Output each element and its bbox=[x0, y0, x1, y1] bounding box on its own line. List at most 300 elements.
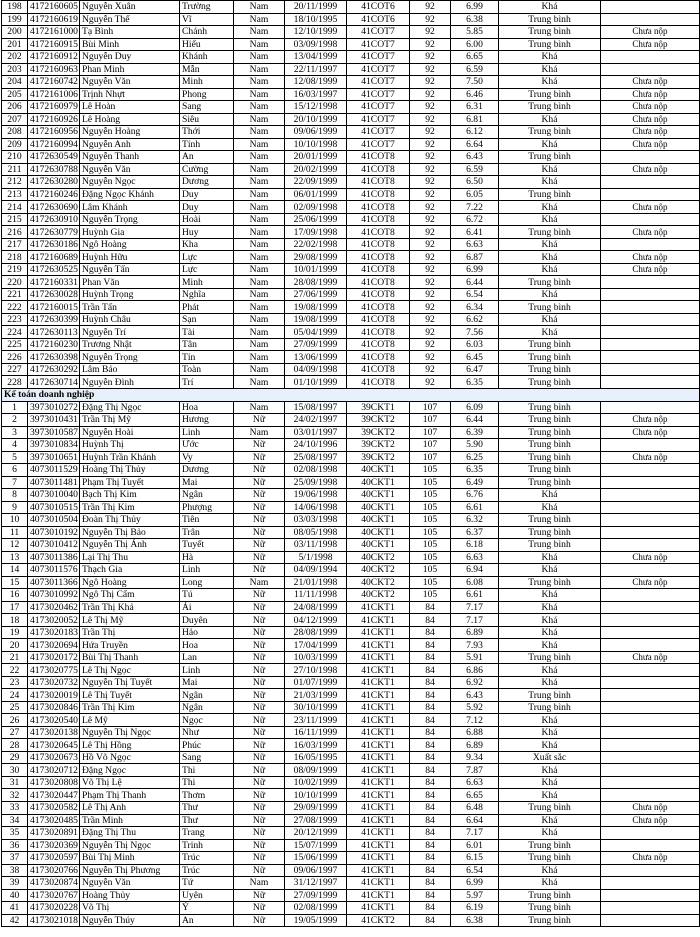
class-code-cell: 41COT7 bbox=[347, 63, 410, 76]
last-name-cell: Bùi Minh bbox=[80, 38, 180, 51]
birth-date-cell: 10/10/1998 bbox=[285, 138, 347, 151]
class-code-cell: 41CKT1 bbox=[347, 814, 410, 827]
credits-cell: 92 bbox=[410, 226, 451, 239]
row-index-cell: 16 bbox=[2, 589, 28, 602]
note-cell bbox=[601, 839, 700, 852]
student-id-cell: 4173020582 bbox=[28, 802, 80, 815]
birth-date-cell: 03/03/1998 bbox=[285, 514, 347, 527]
birth-date-cell: 10/10/1999 bbox=[285, 789, 347, 802]
row-index-cell: 12 bbox=[2, 539, 28, 552]
gender-cell: Nữ bbox=[234, 614, 285, 627]
first-name-cell: Ngân bbox=[180, 689, 234, 702]
row-index-cell: 41 bbox=[2, 902, 28, 915]
first-name-cell: Thi bbox=[180, 764, 234, 777]
gender-cell: Nữ bbox=[234, 501, 285, 514]
birth-date-cell: 28/08/1999 bbox=[285, 276, 347, 289]
class-code-cell: 41COT7 bbox=[347, 113, 410, 126]
row-index-cell: 40 bbox=[2, 889, 28, 902]
birth-date-cell: 16/03/1999 bbox=[285, 739, 347, 752]
table-row bbox=[2, 576, 700, 589]
gender-cell: Nữ bbox=[234, 639, 285, 652]
row-index-cell: 9 bbox=[2, 501, 28, 514]
last-name-cell: Nguyễn Đình bbox=[80, 376, 180, 389]
credits-cell: 84 bbox=[410, 726, 451, 739]
note-cell bbox=[601, 714, 700, 727]
birth-date-cell: 23/11/1999 bbox=[285, 714, 347, 727]
class-code-cell: 41CKT1 bbox=[347, 764, 410, 777]
last-name-cell: Võ Thị Lệ bbox=[80, 776, 180, 789]
note-cell bbox=[601, 501, 700, 514]
first-name-cell: Trường bbox=[180, 1, 234, 14]
table-row bbox=[2, 1, 700, 14]
class-code-cell: 41CKT1 bbox=[347, 676, 410, 689]
credits-cell: 92 bbox=[410, 301, 451, 314]
class-code-cell: 41COT8 bbox=[347, 251, 410, 264]
row-index-cell: 31 bbox=[2, 776, 28, 789]
last-name-cell: Lâm Bảo bbox=[80, 363, 180, 376]
classification-cell: Khá bbox=[499, 827, 601, 840]
classification-cell: Trung bình bbox=[499, 351, 601, 364]
last-name-cell: Lê Thị Hồng bbox=[80, 739, 180, 752]
birth-date-cell: 08/05/1998 bbox=[285, 526, 347, 539]
student-id-cell: 4173020462 bbox=[28, 601, 80, 614]
gender-cell: Nam bbox=[234, 126, 285, 139]
note-cell bbox=[601, 176, 700, 189]
class-code-cell: 41COT7 bbox=[347, 138, 410, 151]
class-code-cell: 40CKT1 bbox=[347, 539, 410, 552]
table-row bbox=[2, 439, 700, 452]
table-row bbox=[2, 376, 700, 389]
credits-cell: 105 bbox=[410, 551, 451, 564]
table-row bbox=[2, 238, 700, 251]
last-name-cell: Nguyễn Xuân bbox=[80, 1, 180, 14]
table-row bbox=[2, 414, 700, 427]
gpa-cell: 5.97 bbox=[451, 889, 499, 902]
classification-cell: Khá bbox=[499, 714, 601, 727]
class-code-cell: 41CKT1 bbox=[347, 701, 410, 714]
first-name-cell: Tân bbox=[180, 338, 234, 351]
class-code-cell: 40CKT1 bbox=[347, 464, 410, 477]
student-id-cell: 4172630398 bbox=[28, 351, 80, 364]
classification-cell: Khá bbox=[499, 51, 601, 64]
gpa-cell: 7.50 bbox=[451, 76, 499, 89]
table-row bbox=[2, 814, 700, 827]
birth-date-cell: 20/10/1999 bbox=[285, 113, 347, 126]
last-name-cell: Lâm Khánh bbox=[80, 201, 180, 214]
row-index-cell: 217 bbox=[2, 238, 28, 251]
table-row bbox=[2, 288, 700, 301]
credits-cell: 92 bbox=[410, 313, 451, 326]
first-name-cell: Lan bbox=[180, 651, 234, 664]
gpa-cell: 6.61 bbox=[451, 589, 499, 602]
gpa-cell: 6.38 bbox=[451, 13, 499, 26]
birth-date-cell: 09/06/1999 bbox=[285, 126, 347, 139]
gpa-cell: 6.64 bbox=[451, 138, 499, 151]
classification-cell: Trung bình bbox=[499, 88, 601, 101]
gpa-cell: 6.61 bbox=[451, 501, 499, 514]
class-code-cell: 41CKT1 bbox=[347, 689, 410, 702]
credits-cell: 105 bbox=[410, 526, 451, 539]
classification-cell: Trung bình bbox=[499, 101, 601, 114]
gpa-cell: 5.91 bbox=[451, 651, 499, 664]
first-name-cell: Thư bbox=[180, 814, 234, 827]
last-name-cell: Huỳnh Trọng bbox=[80, 288, 180, 301]
first-name-cell: Lực bbox=[180, 251, 234, 264]
table-row bbox=[2, 589, 700, 602]
table-row bbox=[2, 714, 700, 727]
note-cell bbox=[601, 338, 700, 351]
birth-date-cell: 29/09/1999 bbox=[285, 802, 347, 815]
note-cell: Chưa nộp bbox=[601, 138, 700, 151]
gender-cell: Nữ bbox=[234, 464, 285, 477]
first-name-cell: Khánh bbox=[180, 51, 234, 64]
birth-date-cell: 22/11/1997 bbox=[285, 63, 347, 76]
classification-cell: Khá bbox=[499, 864, 601, 877]
classification-cell: Trung bình bbox=[499, 539, 601, 552]
gpa-cell: 6.99 bbox=[451, 1, 499, 14]
note-cell bbox=[601, 151, 700, 164]
note-cell bbox=[601, 689, 700, 702]
row-index-cell: 26 bbox=[2, 714, 28, 727]
classification-cell: Khá bbox=[499, 564, 601, 577]
gender-cell: Nam bbox=[234, 376, 285, 389]
birth-date-cell: 10/01/1999 bbox=[285, 263, 347, 276]
birth-date-cell: 16/11/1999 bbox=[285, 726, 347, 739]
first-name-cell: Tính bbox=[180, 138, 234, 151]
birth-date-cell: 05/04/1999 bbox=[285, 326, 347, 339]
first-name-cell: Dương bbox=[180, 464, 234, 477]
gpa-cell: 6.44 bbox=[451, 414, 499, 427]
classification-cell: Khá bbox=[499, 251, 601, 264]
row-index-cell: 226 bbox=[2, 351, 28, 364]
last-name-cell: Ngô Hoàng bbox=[80, 238, 180, 251]
last-name-cell: Trần Minh bbox=[80, 814, 180, 827]
gender-cell: Nữ bbox=[234, 551, 285, 564]
first-name-cell: Trí bbox=[180, 376, 234, 389]
table-row bbox=[2, 351, 700, 364]
class-code-cell: 39CKT2 bbox=[347, 439, 410, 452]
classification-cell: Trung bình bbox=[499, 13, 601, 26]
birth-date-cell: 02/08/1999 bbox=[285, 902, 347, 915]
row-index-cell: 42 bbox=[2, 914, 28, 927]
note-cell bbox=[601, 614, 700, 627]
student-id-cell: 4173020645 bbox=[28, 739, 80, 752]
table-row bbox=[2, 188, 700, 201]
first-name-cell: Hương bbox=[180, 414, 234, 427]
gender-cell: Nữ bbox=[234, 664, 285, 677]
last-name-cell: Trần Thị Kim bbox=[80, 701, 180, 714]
first-name-cell: Duyên bbox=[180, 614, 234, 627]
gender-cell: Nữ bbox=[234, 789, 285, 802]
note-cell bbox=[601, 301, 700, 314]
table-row bbox=[2, 701, 700, 714]
gpa-cell: 6.65 bbox=[451, 51, 499, 64]
gender-cell: Nữ bbox=[234, 689, 285, 702]
classification-cell: Trung bình bbox=[499, 338, 601, 351]
first-name-cell: Dương bbox=[180, 176, 234, 189]
note-cell bbox=[601, 288, 700, 301]
credits-cell: 84 bbox=[410, 639, 451, 652]
gpa-cell: 5.92 bbox=[451, 701, 499, 714]
classification-cell: Trung bình bbox=[499, 514, 601, 527]
last-name-cell: Nguyễn Văn bbox=[80, 163, 180, 176]
student-id-cell: 4172630525 bbox=[28, 263, 80, 276]
birth-date-cell: 03/09/1998 bbox=[285, 38, 347, 51]
credits-cell: 92 bbox=[410, 26, 451, 39]
table-row bbox=[2, 163, 700, 176]
row-index-cell: 4 bbox=[2, 439, 28, 452]
student-id-cell: 4173020673 bbox=[28, 751, 80, 764]
credits-cell: 107 bbox=[410, 401, 451, 414]
student-id-cell: 3973010834 bbox=[28, 439, 80, 452]
birth-date-cell: 16/03/1997 bbox=[285, 88, 347, 101]
class-code-cell: 41CKT1 bbox=[347, 802, 410, 815]
first-name-cell: An bbox=[180, 151, 234, 164]
first-name-cell: Trúc bbox=[180, 852, 234, 865]
student-id-cell: 4172161006 bbox=[28, 88, 80, 101]
table-row bbox=[2, 88, 700, 101]
first-name-cell: Ngân bbox=[180, 489, 234, 502]
classification-cell: Trung bình bbox=[499, 401, 601, 414]
row-index-cell: 35 bbox=[2, 827, 28, 840]
classification-cell: Khá bbox=[499, 138, 601, 151]
last-name-cell: Nguyễn Thanh bbox=[80, 151, 180, 164]
note-cell bbox=[601, 726, 700, 739]
table-row bbox=[2, 176, 700, 189]
row-index-cell: 200 bbox=[2, 26, 28, 39]
credits-cell: 84 bbox=[410, 689, 451, 702]
credits-cell: 92 bbox=[410, 113, 451, 126]
last-name-cell: Nguyễn Thị Ngọc bbox=[80, 839, 180, 852]
credits-cell: 105 bbox=[410, 464, 451, 477]
class-code-cell: 41COT8 bbox=[347, 326, 410, 339]
gpa-cell: 6.99 bbox=[451, 877, 499, 890]
note-cell bbox=[601, 589, 700, 602]
student-id-cell: 4073010040 bbox=[28, 489, 80, 502]
note-cell: Chưa nộp bbox=[601, 38, 700, 51]
first-name-cell: Tú bbox=[180, 589, 234, 602]
classification-cell: Khá bbox=[499, 789, 601, 802]
student-id-cell: 4172630028 bbox=[28, 288, 80, 301]
classification-cell: Khá bbox=[499, 489, 601, 502]
birth-date-cell: 31/12/1997 bbox=[285, 877, 347, 890]
classification-cell: Trung bình bbox=[499, 363, 601, 376]
note-cell bbox=[601, 639, 700, 652]
student-id-cell: 4172160912 bbox=[28, 51, 80, 64]
section-header-row bbox=[2, 388, 700, 401]
table-row bbox=[2, 789, 700, 802]
student-id-cell: 4172161000 bbox=[28, 26, 80, 39]
credits-cell: 92 bbox=[410, 176, 451, 189]
last-name-cell: Trần Thị bbox=[80, 626, 180, 639]
note-cell: Chưa nộp bbox=[601, 802, 700, 815]
gender-cell: Nam bbox=[234, 288, 285, 301]
credits-cell: 84 bbox=[410, 626, 451, 639]
last-name-cell: Đặng Ngọc bbox=[80, 764, 180, 777]
class-code-cell: 39CKT2 bbox=[347, 426, 410, 439]
last-name-cell: Huỳnh Hữu bbox=[80, 251, 180, 264]
first-name-cell: Mai bbox=[180, 476, 234, 489]
classification-cell: Khá bbox=[499, 601, 601, 614]
first-name-cell: Sang bbox=[180, 101, 234, 114]
credits-cell: 84 bbox=[410, 764, 451, 777]
gpa-cell: 9.34 bbox=[451, 751, 499, 764]
first-name-cell: Hoa bbox=[180, 639, 234, 652]
gpa-cell: 7.93 bbox=[451, 639, 499, 652]
gpa-cell: 6.81 bbox=[451, 113, 499, 126]
credits-cell: 92 bbox=[410, 351, 451, 364]
classification-cell: Khá bbox=[499, 176, 601, 189]
classification-cell: Khá bbox=[499, 676, 601, 689]
last-name-cell: Ngô Hoàng bbox=[80, 576, 180, 589]
classification-cell: Trung bình bbox=[499, 414, 601, 427]
birth-date-cell: 04/09/1998 bbox=[285, 363, 347, 376]
gpa-cell: 6.00 bbox=[451, 38, 499, 51]
gpa-cell: 7.17 bbox=[451, 614, 499, 627]
gender-cell: Nữ bbox=[234, 764, 285, 777]
row-index-cell: 36 bbox=[2, 839, 28, 852]
row-index-cell: 7 bbox=[2, 476, 28, 489]
table-row bbox=[2, 914, 700, 927]
last-name-cell: Lê Thị Tuyết bbox=[80, 689, 180, 702]
table-row bbox=[2, 13, 700, 26]
row-index-cell: 213 bbox=[2, 188, 28, 201]
credits-cell: 92 bbox=[410, 263, 451, 276]
gpa-cell: 6.47 bbox=[451, 363, 499, 376]
student-id-cell: 4173020597 bbox=[28, 852, 80, 865]
note-cell: Chưa nộp bbox=[601, 26, 700, 39]
row-index-cell: 206 bbox=[2, 101, 28, 114]
row-index-cell: 202 bbox=[2, 51, 28, 64]
gender-cell: Nữ bbox=[234, 539, 285, 552]
first-name-cell: Thư bbox=[180, 802, 234, 815]
class-code-cell: 41CKT1 bbox=[347, 902, 410, 915]
credits-cell: 92 bbox=[410, 363, 451, 376]
gpa-cell: 6.37 bbox=[451, 526, 499, 539]
gender-cell: Nam bbox=[234, 226, 285, 239]
student-id-cell: 4172160742 bbox=[28, 76, 80, 89]
note-cell bbox=[601, 676, 700, 689]
class-code-cell: 41COT7 bbox=[347, 88, 410, 101]
row-index-cell: 15 bbox=[2, 576, 28, 589]
credits-cell: 92 bbox=[410, 13, 451, 26]
note-cell bbox=[601, 664, 700, 677]
gender-cell: Nam bbox=[234, 576, 285, 589]
table-row bbox=[2, 902, 700, 915]
class-code-cell: 40CKT2 bbox=[347, 551, 410, 564]
table-row bbox=[2, 539, 700, 552]
note-cell: Chưa nộp bbox=[601, 426, 700, 439]
student-id-cell: 4173020766 bbox=[28, 864, 80, 877]
last-name-cell: Lê Thị Mỹ bbox=[80, 614, 180, 627]
last-name-cell: Trần Thị Khả bbox=[80, 601, 180, 614]
row-index-cell: 17 bbox=[2, 601, 28, 614]
credits-cell: 107 bbox=[410, 414, 451, 427]
classification-cell: Khá bbox=[499, 726, 601, 739]
gender-cell: Nam bbox=[234, 1, 285, 14]
birth-date-cell: 03/01/1997 bbox=[285, 426, 347, 439]
classification-cell: Khá bbox=[499, 288, 601, 301]
credits-cell: 92 bbox=[410, 288, 451, 301]
classification-cell: Trung bình bbox=[499, 426, 601, 439]
table-row bbox=[2, 276, 700, 289]
birth-date-cell: 24/02/1997 bbox=[285, 414, 347, 427]
class-code-cell: 41CKT1 bbox=[347, 827, 410, 840]
gender-cell: Nam bbox=[234, 238, 285, 251]
class-code-cell: 40CKT1 bbox=[347, 501, 410, 514]
row-index-cell: 225 bbox=[2, 338, 28, 351]
student-id-cell: 4172160994 bbox=[28, 138, 80, 151]
classification-cell: Khá bbox=[499, 201, 601, 214]
gpa-cell: 6.05 bbox=[451, 188, 499, 201]
gender-cell: Nữ bbox=[234, 414, 285, 427]
row-index-cell: 204 bbox=[2, 76, 28, 89]
student-id-cell: 3973010431 bbox=[28, 414, 80, 427]
student-id-cell: 4172160230 bbox=[28, 338, 80, 351]
first-name-cell: Tài bbox=[180, 326, 234, 339]
classification-cell: Khá bbox=[499, 764, 601, 777]
credits-cell: 92 bbox=[410, 126, 451, 139]
credits-cell: 84 bbox=[410, 739, 451, 752]
credits-cell: 92 bbox=[410, 326, 451, 339]
student-id-cell: 4172160926 bbox=[28, 113, 80, 126]
note-cell: Chưa nộp bbox=[601, 126, 700, 139]
table-row bbox=[2, 864, 700, 877]
row-index-cell: 210 bbox=[2, 151, 28, 164]
credits-cell: 92 bbox=[410, 338, 451, 351]
gender-cell: Nam bbox=[234, 363, 285, 376]
gpa-cell: 6.50 bbox=[451, 176, 499, 189]
last-name-cell: Phạm Thị Thanh bbox=[80, 789, 180, 802]
note-cell bbox=[601, 51, 700, 64]
first-name-cell: Tứ bbox=[180, 877, 234, 890]
note-cell bbox=[601, 827, 700, 840]
gender-cell: Nữ bbox=[234, 526, 285, 539]
first-name-cell: Lực bbox=[180, 263, 234, 276]
credits-cell: 92 bbox=[410, 51, 451, 64]
gender-cell: Nam bbox=[234, 51, 285, 64]
note-cell bbox=[601, 326, 700, 339]
table-row bbox=[2, 101, 700, 114]
classification-cell: Khá bbox=[499, 814, 601, 827]
note-cell bbox=[601, 739, 700, 752]
gender-cell: Nữ bbox=[234, 676, 285, 689]
last-name-cell: Nguyễn Tấn bbox=[80, 263, 180, 276]
gpa-cell: 6.54 bbox=[451, 288, 499, 301]
classification-cell: Khá bbox=[499, 739, 601, 752]
table-row bbox=[2, 51, 700, 64]
table-row bbox=[2, 526, 700, 539]
gpa-cell: 6.34 bbox=[451, 301, 499, 314]
table-row bbox=[2, 726, 700, 739]
student-id-cell: 4172160979 bbox=[28, 101, 80, 114]
student-id-cell: 4172630292 bbox=[28, 363, 80, 376]
birth-date-cell: 10/03/1999 bbox=[285, 651, 347, 664]
table-row bbox=[2, 338, 700, 351]
row-index-cell: 30 bbox=[2, 764, 28, 777]
first-name-cell: Sang bbox=[180, 751, 234, 764]
first-name-cell: Duy bbox=[180, 188, 234, 201]
student-id-cell: 4172630779 bbox=[28, 226, 80, 239]
credits-cell: 92 bbox=[410, 201, 451, 214]
last-name-cell: Huỳnh Trần Khánh bbox=[80, 451, 180, 464]
section-title: Kế toán doanh nghiệp bbox=[2, 388, 700, 401]
birth-date-cell: 15/08/1997 bbox=[285, 401, 347, 414]
table-row bbox=[2, 664, 700, 677]
gender-cell: Nam bbox=[234, 176, 285, 189]
student-id-cell: 4172160689 bbox=[28, 251, 80, 264]
birth-date-cell: 15/12/1998 bbox=[285, 101, 347, 114]
